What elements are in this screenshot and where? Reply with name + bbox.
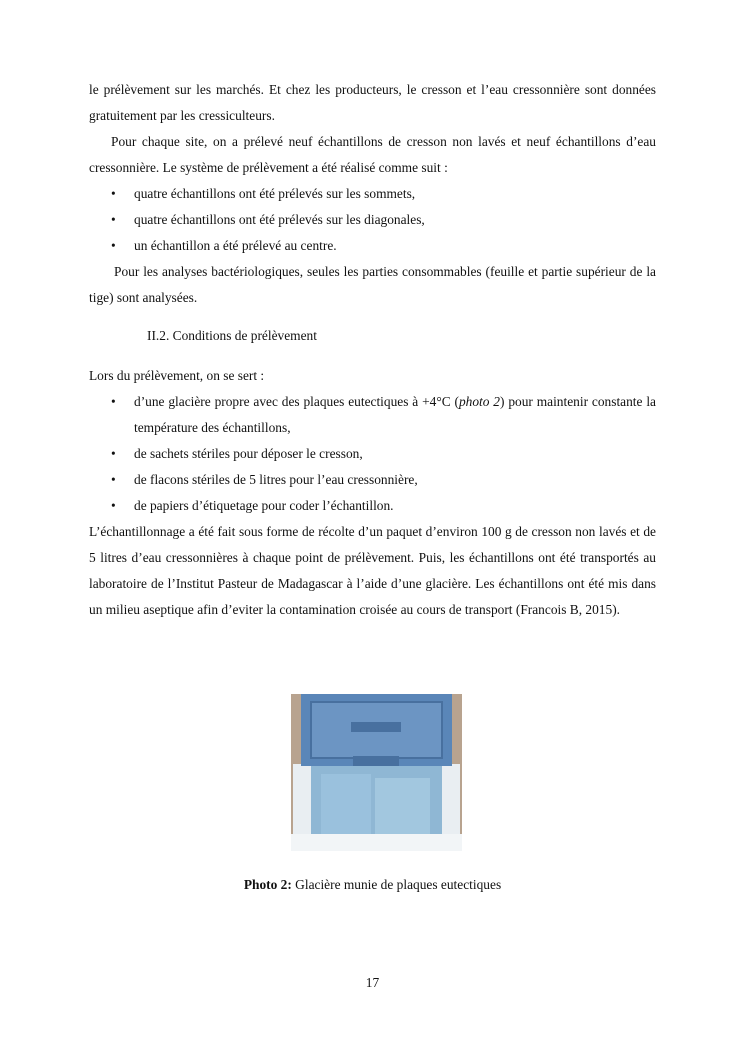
figure-caption [0,875,745,895]
list-item: • quatre échantillons ont été prélevés sur les diagonales, [89,207,656,233]
bullet-icon: • [111,472,116,487]
cooler-illustration [291,694,462,851]
cooler-photo [291,694,462,851]
section-heading: II.2. Conditions de prélèvement [147,328,317,343]
bullet-icon: • [111,238,116,253]
bullet-icon: • [111,446,116,461]
photo-reference: photo 2 [458,394,501,409]
intro-paragraph: Lors du prélèvement, on se sert : [89,368,265,383]
paragraph-4: L’échantillonnage a été fait sous forme de récolte d’un paquet d’environ 100 g de cresson non lavés et de 5 litres d’eau cressonnières à chaque point de prélèvement. Puis, les échantillons ont été transportés au laboratoire de l’Institut Pasteur de Madagascar à l’aide d’une glacière. Les échantillons ont été mis dans un milieu aseptique afin d’eviter la contamination croisée au cours de transport (Francois B, 2015). [89,524,656,617]
bullet-icon: • [111,186,116,201]
bullet-icon: • [111,498,116,513]
list-item: • quatre échantillons ont été prélevés sur les sommets, [89,181,656,207]
list-item: • de sachets stériles pour déposer le cresson, [89,441,656,467]
page-body [89,77,656,623]
paragraph-1: le prélèvement sur les marchés. Et chez les producteurs, le cresson et l’eau cressonnière sont données gratuitement par les cressiculteurs. [89,82,656,123]
caption-text: Glacière munie de plaques eutectiques [291,877,502,892]
page-number: 17 [365,975,380,990]
paragraph-3: Pour les analyses bactériologiques, seules les parties consommables (feuille et partie supérieur de la tige) sont analysées. [89,264,656,305]
sampling-list [89,181,656,259]
list-item: • de flacons stériles de 5 litres pour l’eau cressonnière, [89,467,656,493]
bullet-icon: • [111,394,116,409]
list-item: • de papiers d’étiquetage pour coder l’échantillon. [89,493,656,519]
list-item: • un échantillon a été prélevé au centre. [89,233,656,259]
paragraph-2: Pour chaque site, on a prélevé neuf échantillons de cresson non lavés et neuf échantillons d’eau cressonnière. Le système de prélèvement a été réalisé comme suit : [89,134,656,175]
bullet-icon: • [111,212,116,227]
caption-label: Photo 2: [243,877,292,892]
list-item: • d’une glacière propre avec des plaques eutectiques à +4°C (photo 2) pour maintenir constante la température des échantillons, [89,389,656,441]
equipment-list [89,389,656,519]
